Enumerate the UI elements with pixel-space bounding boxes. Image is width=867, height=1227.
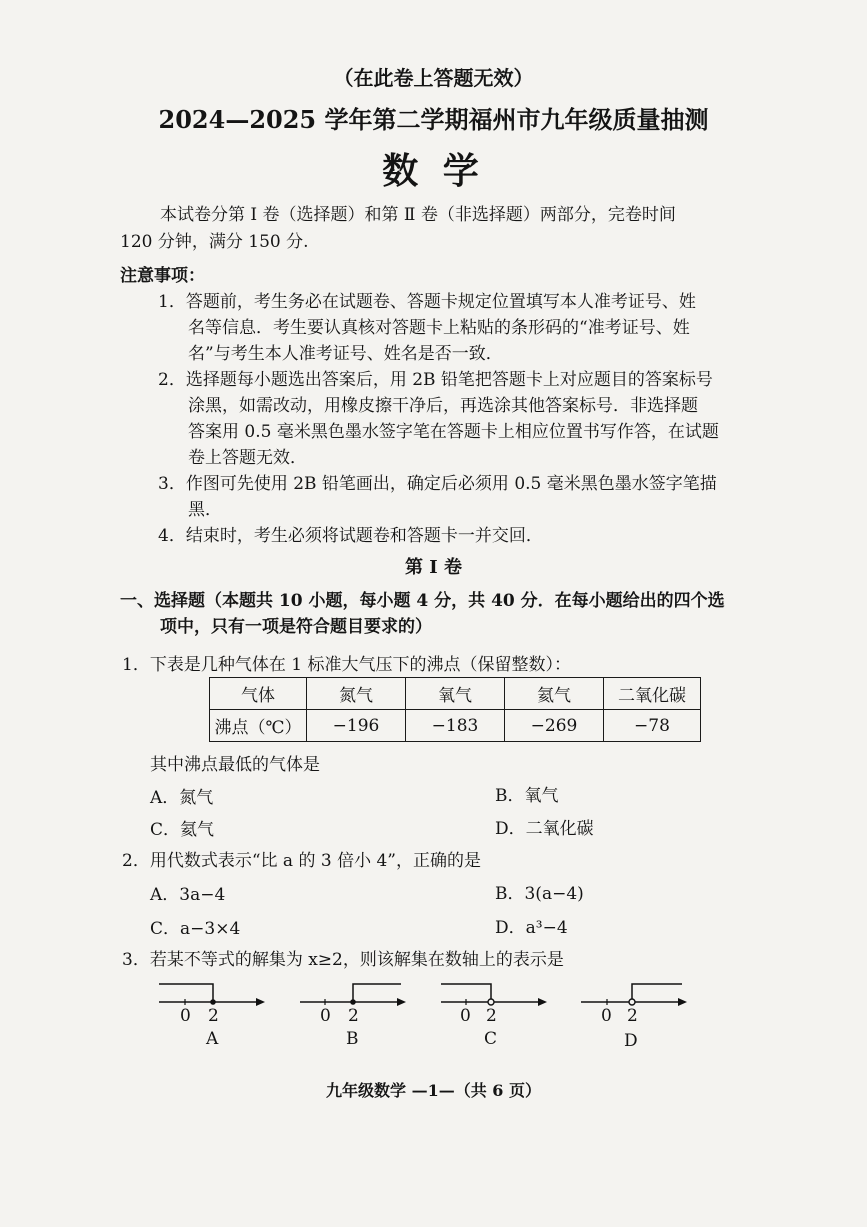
q2-option-c[interactable]: C．a−3×4 xyxy=(150,919,241,939)
table-cell: −183 xyxy=(406,710,505,742)
number-line-d-label[interactable]: D xyxy=(624,1031,638,1051)
q1-option-a[interactable]: A．氮气 xyxy=(150,788,214,808)
table-cell: 二氧化碳 xyxy=(604,678,701,710)
q2-option-b[interactable]: B．3(a−4) xyxy=(495,884,584,904)
number-line-b-tick-2: 2 xyxy=(348,1006,359,1026)
subject-title: 数 学 xyxy=(382,150,485,192)
note-1-line-1: 1．答题前，考生务必在试题卷、答题卡规定位置填写本人准考证号、姓 xyxy=(158,292,696,312)
number-line-a-tick-2: 2 xyxy=(208,1006,219,1026)
note-4-line-1: 4．结束时，考生必须将试题卷和答题卡一并交回． xyxy=(158,526,543,546)
table-row xyxy=(210,710,701,742)
table-cell: 沸点（℃） xyxy=(210,710,307,742)
number-line-b-label[interactable]: B xyxy=(346,1029,359,1049)
table-cell: 气体 xyxy=(210,678,307,710)
intro-line-2: 120 分钟，满分 150 分. xyxy=(120,232,309,252)
q1-stem: 1．下表是几种气体在 1 标准大气压下的沸点（保留整数）： xyxy=(122,655,571,675)
number-line-a-tick-0: 0 xyxy=(180,1006,191,1026)
number-line-a-label[interactable]: A xyxy=(206,1029,219,1049)
part-1-title: 第 Ⅰ 卷 xyxy=(405,557,462,578)
number-line-c-tick-2: 2 xyxy=(486,1006,497,1026)
note-3-line-2: 黑． xyxy=(188,500,222,520)
note-1-line-3: 名”与考生本人准考证号、姓名是否一致． xyxy=(188,344,503,364)
number-line-b-tick-0: 0 xyxy=(320,1006,331,1026)
q1-option-c[interactable]: C．氦气 xyxy=(150,820,215,840)
boiling-point-table xyxy=(209,677,701,742)
q2-option-d[interactable]: D．a³−4 xyxy=(495,918,568,938)
q2-stem: 2．用代数式表示“比 a 的 3 倍小 4”，正确的是 xyxy=(122,851,481,871)
q1-option-d[interactable]: D．二氧化碳 xyxy=(495,819,594,839)
note-2-line-1: 2．选择题每小题选出答案后，用 2B 铅笔把答题卡上对应题目的答案标号 xyxy=(158,370,713,390)
table-header-row xyxy=(210,678,701,710)
table-cell: −78 xyxy=(604,710,701,742)
table-cell: −269 xyxy=(505,710,604,742)
note-3-line-1: 3．作图可先使用 2B 铅笔画出，确定后必须用 0.5 毫米黑色墨水签字笔描 xyxy=(158,474,717,494)
number-line-d-tick-0: 0 xyxy=(601,1006,612,1026)
exam-notice: （在此卷上答题无效） xyxy=(333,66,534,90)
section-1-line-2: 项中，只有一项是符合题目要求的） xyxy=(160,617,432,637)
table-cell: −196 xyxy=(307,710,406,742)
note-2-line-3: 答案用 0.5 毫米黑色墨水签字笔在答题卡上相应位置书写作答，在试题 xyxy=(188,422,719,442)
note-2-line-2: 涂黑，如需改动，用橡皮擦干净后，再选涂其他答案标号．非选择题 xyxy=(188,396,698,416)
number-line-c-label[interactable]: C xyxy=(484,1029,498,1049)
table-cell: 氮气 xyxy=(307,678,406,710)
note-1-line-2: 名等信息．考生要认真核对答题卡上粘贴的条形码的“准考证号、姓 xyxy=(188,318,690,338)
notes-heading: 注意事项： xyxy=(120,266,205,286)
q3-stem: 3．若某不等式的解集为 x≥2，则该解集在数轴上的表示是 xyxy=(122,950,564,970)
q1-question: 其中沸点最低的气体是 xyxy=(150,755,320,775)
note-2-line-4: 卷上答题无效． xyxy=(188,448,307,468)
exam-title: 2024—2025 学年第二学期福州市九年级质量抽测 xyxy=(158,105,709,134)
number-line-c-tick-0: 0 xyxy=(460,1006,471,1026)
table-cell: 氧气 xyxy=(406,678,505,710)
section-1-line-1: 一、选择题（本题共 10 小题，每小题 4 分，共 40 分．在每小题给出的四个选 xyxy=(120,591,725,611)
q1-option-b[interactable]: B．氧气 xyxy=(495,786,559,806)
page-footer: 九年级数学 —1—（共 6 页） xyxy=(326,1081,541,1100)
q2-option-a[interactable]: A．3a−4 xyxy=(150,885,226,905)
intro-line-1: 本试卷分第 Ⅰ 卷（选择题）和第 Ⅱ 卷（非选择题）两部分，完卷时间 xyxy=(160,205,676,225)
number-line-d-tick-2: 2 xyxy=(627,1006,638,1026)
table-cell: 氦气 xyxy=(505,678,604,710)
